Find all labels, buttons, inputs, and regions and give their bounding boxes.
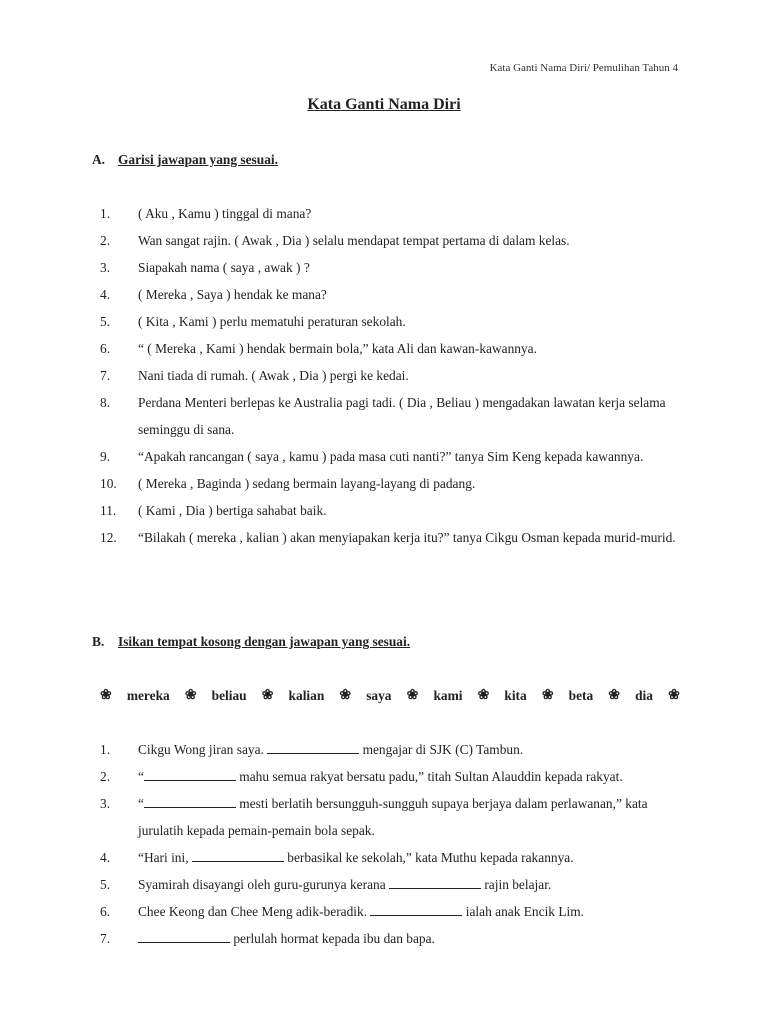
section-b-heading <box>92 634 410 650</box>
answer-blank[interactable] <box>389 876 481 889</box>
section-a-item <box>0 254 768 281</box>
item-text: Perdana Menteri berlepas ke Australia pagi tadi. ( Dia , Beliau ) mengadakan lawatan kerja selama seminggu di sana. <box>138 395 666 437</box>
item-text-after-blank: ialah anak Encik Lim. <box>462 904 584 919</box>
item-number: 12. <box>100 530 117 545</box>
section-b-letter: B. <box>92 634 105 649</box>
item-number: 5. <box>100 877 111 892</box>
answer-blank[interactable] <box>144 768 236 781</box>
section-b-item <box>0 871 768 898</box>
item-text: ( Mereka , Baginda ) sedang bermain layang-layang di padang. <box>138 476 476 491</box>
item-text: ( Kita , Kami ) perlu mematuhi peraturan sekolah. <box>138 314 406 329</box>
word-bank <box>100 688 680 704</box>
answer-blank[interactable] <box>267 741 359 754</box>
flower-bullet-icon: ❀ <box>608 688 621 703</box>
item-number: 3. <box>100 796 111 811</box>
item-text: Siapakah nama ( saya , awak ) ? <box>138 260 310 275</box>
item-text: “Apakah rancangan ( saya , kamu ) pada masa cuti nanti?” tanya Sim Keng kepada kawannya. <box>138 449 644 464</box>
item-number: 2. <box>100 233 111 248</box>
item-text-before-blank: Syamirah disayangi oleh guru-gurunya kerana <box>138 877 389 892</box>
section-a-list <box>0 200 768 551</box>
item-text-after-blank: rajin belajar. <box>481 877 552 892</box>
item-number: 3. <box>100 260 111 275</box>
section-b-item <box>0 898 768 925</box>
word-bank-word: saya <box>366 688 392 703</box>
answer-blank[interactable] <box>138 930 230 943</box>
item-number: 7. <box>100 368 111 383</box>
section-b-item <box>0 736 768 763</box>
section-a-instruction: Garisi jawapan yang sesuai. <box>118 152 278 167</box>
flower-bullet-icon: ❀ <box>406 688 419 703</box>
item-text-after-blank: perlulah hormat kepada ibu dan bapa. <box>230 931 435 946</box>
item-text-after-blank: mengajar di SJK (C) Tambun. <box>359 742 524 757</box>
section-b-list <box>0 736 768 952</box>
item-text: ( Mereka , Saya ) hendak ke mana? <box>138 287 327 302</box>
item-number: 5. <box>100 314 111 329</box>
item-number: 4. <box>100 287 111 302</box>
section-a-item <box>0 497 768 524</box>
item-number: 8. <box>100 395 111 410</box>
section-b-item <box>0 763 768 790</box>
section-a-item <box>0 281 768 308</box>
item-number: 9. <box>100 449 111 464</box>
section-a-item <box>0 524 768 551</box>
item-text: ( Kami , Dia ) bertiga sahabat baik. <box>138 503 327 518</box>
section-a-letter: A. <box>92 152 106 167</box>
item-number: 4. <box>100 850 111 865</box>
flower-bullet-icon: ❀ <box>100 688 112 703</box>
word-bank-word: beliau <box>211 688 247 703</box>
page-title: Kata Ganti Nama Diri <box>307 96 461 113</box>
item-number: 1. <box>100 742 111 757</box>
word-bank-word: kalian <box>288 688 325 703</box>
flower-bullet-icon: ❀ <box>668 688 680 703</box>
word-bank-word: beta <box>568 688 594 703</box>
word-bank-word: kita <box>504 688 527 703</box>
item-number: 2. <box>100 769 111 784</box>
item-number: 11. <box>100 503 117 518</box>
section-b-item <box>0 790 768 844</box>
flower-bullet-icon: ❀ <box>477 688 490 703</box>
item-number: 1. <box>100 206 111 221</box>
flower-bullet-icon: ❀ <box>261 688 274 703</box>
item-text-after-blank: mesti berlatih bersungguh-sungguh supaya berjaya dalam perlawanan,” kata jurulatih kepada pemain-pemain bola sepak. <box>138 796 648 838</box>
flower-bullet-icon: ❀ <box>541 688 554 703</box>
item-text-before-blank: “ <box>138 769 144 784</box>
section-a-item <box>0 362 768 389</box>
item-text: Wan sangat rajin. ( Awak , Dia ) selalu mendapat tempat pertama di dalam kelas. <box>138 233 570 248</box>
word-bank-word: dia <box>635 688 653 703</box>
answer-blank[interactable] <box>192 849 284 862</box>
flower-bullet-icon: ❀ <box>184 688 197 703</box>
item-number: 7. <box>100 931 111 946</box>
word-bank-word: mereka <box>126 688 170 703</box>
item-number: 6. <box>100 904 111 919</box>
item-text: “Bilakah ( mereka , kalian ) akan menyiapakan kerja itu?” tanya Cikgu Osman kepada murid-murid. <box>138 530 676 545</box>
section-a-item <box>0 443 768 470</box>
item-text-after-blank: mahu semua rakyat bersatu padu,” titah Sultan Alauddin kepada rakyat. <box>235 769 623 784</box>
item-number: 6. <box>100 341 111 356</box>
section-b-item <box>0 925 768 952</box>
item-text: ( Aku , Kamu ) tinggal di mana? <box>138 206 312 221</box>
flower-bullet-icon: ❀ <box>339 688 352 703</box>
answer-blank[interactable] <box>144 795 236 808</box>
section-a-item <box>0 200 768 227</box>
section-b-instruction: Isikan tempat kosong dengan jawapan yang sesuai. <box>118 634 411 649</box>
section-a-item <box>0 389 768 443</box>
answer-blank[interactable] <box>370 903 462 916</box>
section-b-item <box>0 844 768 871</box>
item-text-before-blank: “Hari ini, <box>138 850 192 865</box>
word-bank-word: kami <box>433 688 463 703</box>
item-text-after-blank: berbasikal ke sekolah,” kata Muthu kepada rakannya. <box>283 850 574 865</box>
item-text: “ ( Mereka , Kami ) hendak bermain bola,” kata Ali dan kawan-kawannya. <box>138 341 537 356</box>
item-text-before-blank: “ <box>138 796 144 811</box>
section-a-item <box>0 335 768 362</box>
section-a-heading <box>92 152 278 168</box>
item-text: Nani tiada di rumah. ( Awak , Dia ) pergi ke kedai. <box>138 368 409 383</box>
section-a-item <box>0 470 768 497</box>
section-a-item <box>0 308 768 335</box>
item-number: 10. <box>100 476 117 491</box>
section-a-item <box>0 227 768 254</box>
item-text-before-blank: Cikgu Wong jiran saya. <box>138 742 268 757</box>
item-text-before-blank: Chee Keong dan Chee Meng adik-beradik. <box>138 904 371 919</box>
header-subtitle: Kata Ganti Nama Diri/ Pemulihan Tahun 4 <box>489 62 678 74</box>
